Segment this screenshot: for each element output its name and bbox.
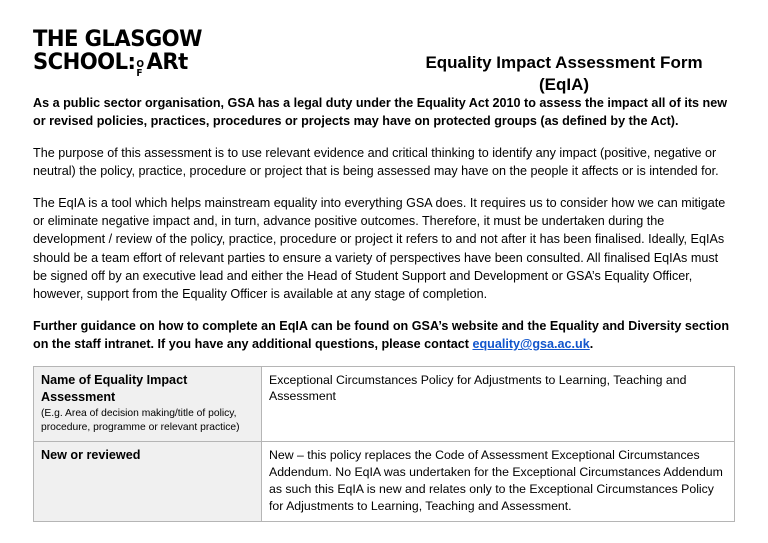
table-cell-value-assessment-name[interactable] [262, 366, 735, 441]
logo-school-text: SCHOOL: [33, 48, 136, 75]
intro-paragraph-legal-duty: As a public sector organisation, GSA has a legal duty under the Equality Act 2010 to assess the impact all of its new or revised policies, practices, procedures or projects may have on protected groups (as defined by the Act). [33, 96, 728, 129]
table-cell-label-assessment-name [34, 366, 262, 441]
table-cell-value-new-or-reviewed[interactable] [262, 441, 735, 521]
the-glasgow-school-of-art-logo [33, 28, 202, 81]
table-row [34, 441, 735, 521]
table-cell-label-new-or-reviewed [34, 441, 262, 521]
value-text-new-or-reviewed: New – this policy replaces the Code of Assessment Exceptional Circumstances Addendum. No EqIA was undertaken for the Exceptional Circumstances Addendum as such this EqIA is new and relates only to the Exceptional Circumstances Policy for Adjustments to Learning, Teaching and Assessment. [269, 447, 723, 513]
paragraph-further-guidance [33, 317, 735, 354]
logo-line-1: THE GLASGOW [33, 26, 202, 52]
further-guidance-text-after-link: . [589, 337, 594, 352]
paragraph-eqia-tool-description: The EqIA is a tool which helps mainstream equality into everything GSA does. It requires us to consider how we can mitigate or eliminate negative impact and, in turn, advance positive outcomes. Therefore, it must be undertaken during the development / review of the policy, practice, procedure or project it refers to and not after it has been finalised. Ideally, EqIAs should be a team effort of relevant parties to ensure a variety of perspectives have been consulted. All finalised EqIAs must be signed off by an executive lead and either the Head of Student Support and Development or GSA’s Equality Officer, however, support from the Equality Officer is available at any stage of completion. [33, 195, 726, 302]
eqia-details-table [33, 366, 735, 522]
paragraph-purpose-of-assessment: The purpose of this assessment is to use relevant evidence and critical thinking to identify any impact (positive, negative or neutral) the policy, practice, procedure or project that is being assessed may have on the people it affects or is intended for. [33, 145, 719, 179]
label-title-new-or-reviewed: New or reviewed [41, 447, 141, 462]
value-text-assessment-name: Exceptional Circumstances Policy for Adjustments to Learning, Teaching and Assessment [269, 372, 687, 404]
equality-email-link[interactable]: equality@gsa.ac.uk [472, 337, 590, 352]
further-guidance-text-before-link: Further guidance on how to complete an EqIA can be found on GSA’s website and the Equality and Diversity section on the staff intranet. If you have any additional questions, please contact [33, 318, 730, 352]
page-title-line-2: (EqIA) [538, 75, 590, 95]
document-body [33, 92, 735, 354]
page-title [393, 52, 735, 97]
table-row [34, 366, 735, 441]
document-header [33, 0, 735, 95]
logo-of-bottom: F [136, 68, 143, 80]
logo-of-top: O [136, 58, 144, 70]
label-sub-assessment-name: (E.g. Area of decision making/title of policy, procedure, programme or relevant practice) [41, 408, 240, 434]
logo-of-stack [136, 60, 143, 79]
logo-line-2 [33, 48, 202, 81]
logo-art-text: ARt [146, 48, 188, 75]
label-title-assessment-name: Name of Equality Impact Assessment [41, 372, 188, 404]
page-title-line-1: Equality Impact Assessment Form [425, 53, 703, 72]
